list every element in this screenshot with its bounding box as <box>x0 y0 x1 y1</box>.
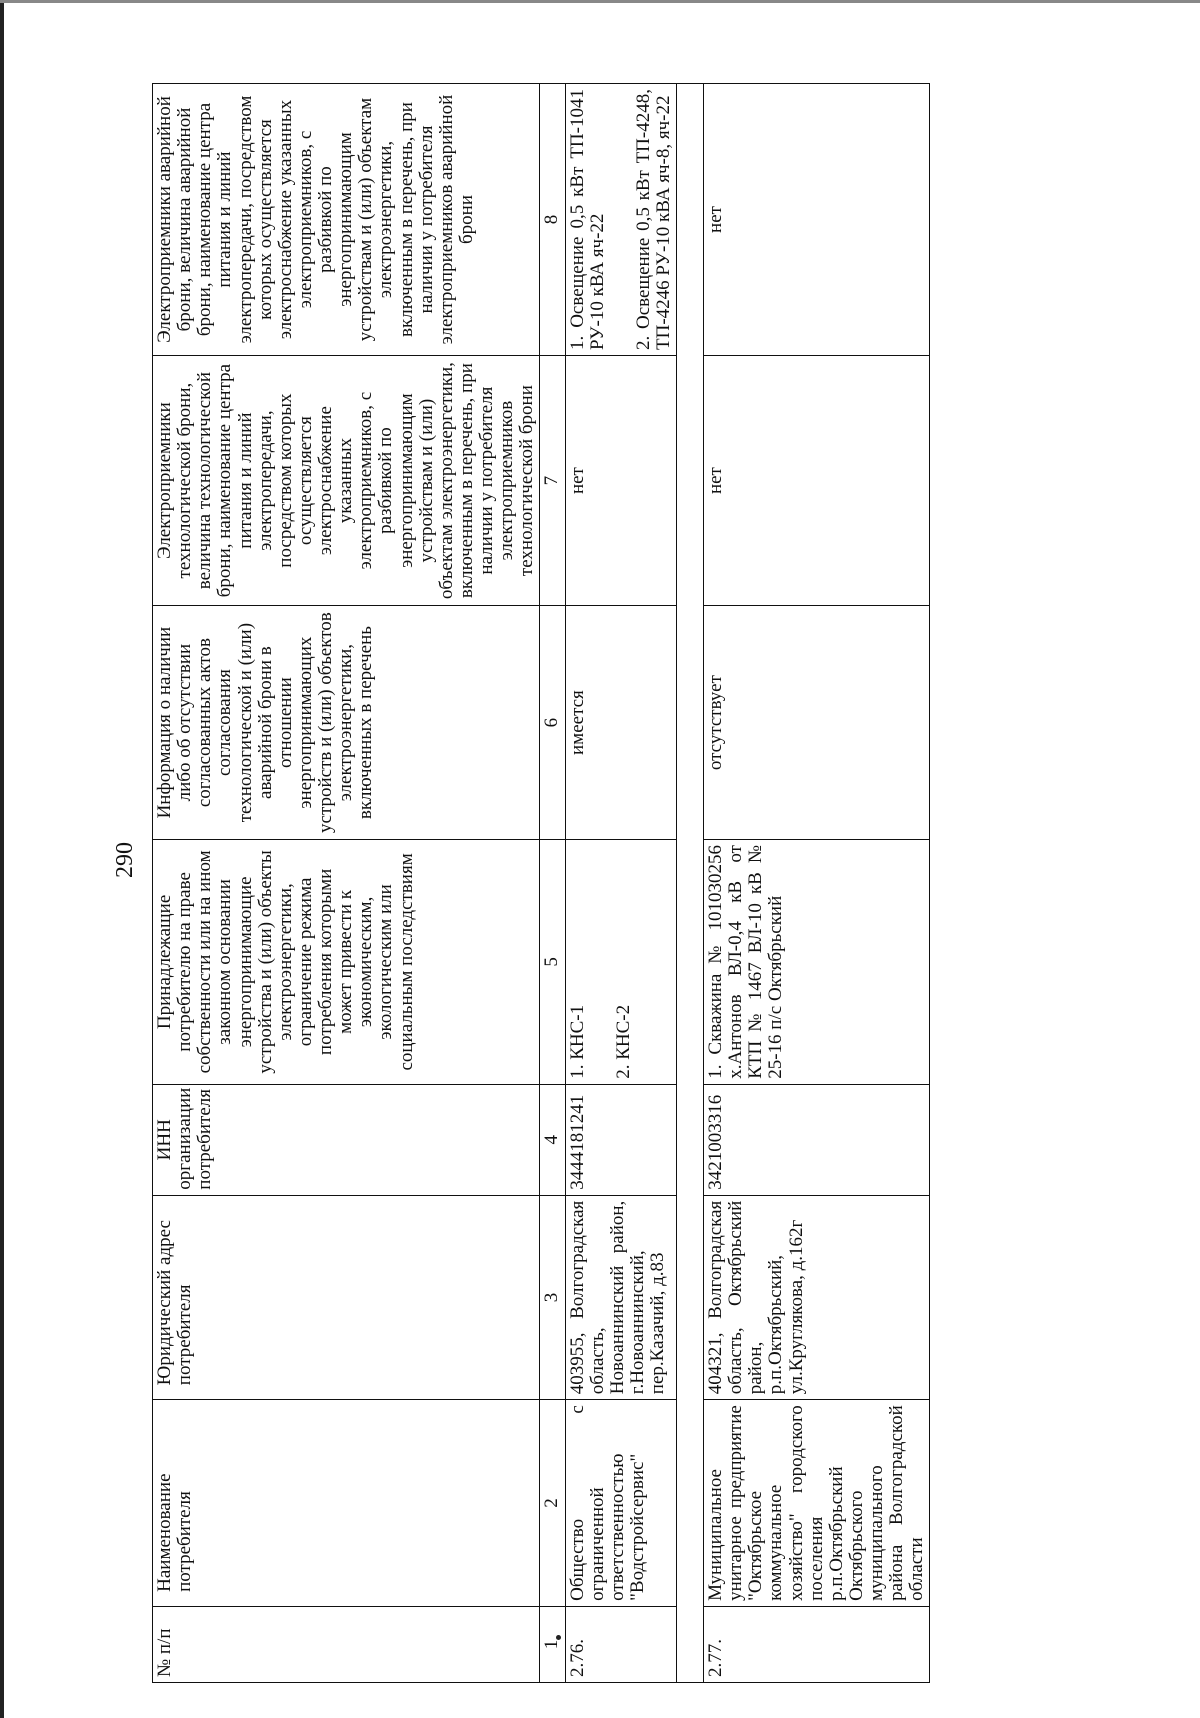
column-number-row <box>540 84 565 1683</box>
col-number: 4 <box>540 1084 565 1195</box>
header-num: № п/п <box>153 1606 540 1682</box>
col-number: 5 <box>540 840 565 1085</box>
col-number: 2 <box>540 1400 565 1607</box>
device-item: 1. Скважина № 101030256 х.Антонов ВЛ-0,4 кВ от КТП № 1467 ВЛ-10 кВ № 25-16 п/с Октябрьский <box>705 845 787 1079</box>
avar-bron-item: 1. Освещение 0,5 кВт ТП-1041 РУ-10 кВА яч-22 <box>566 89 608 350</box>
row-num: 2.77. <box>704 1606 930 1682</box>
consumer-devices <box>704 840 930 1085</box>
header-acts: Информация о наличии либо об отсутствии согласованных актов согласования технологической и (или) аварийной брони в отношении энергопринимающих устройств и (или) объектов электроэнергетики, включенных в перечень <box>153 606 540 840</box>
consumer-name: Общество с ограниченной ответственностью "Водстройсервис" <box>565 1400 677 1607</box>
row-spacer <box>677 84 704 1683</box>
device-item: 1. КНС-1 <box>566 1004 588 1079</box>
header-row <box>153 84 540 1683</box>
col-number: 6 <box>540 606 565 840</box>
consumer-address: 403955, Волгоградская область, Новоаннинский район, г.Новоаннинский, пер.Казачий, д.83 <box>565 1195 677 1399</box>
row-num: 2.76. <box>565 1606 677 1682</box>
header-name: Наименование потребителя <box>153 1400 540 1607</box>
col-number: 1 <box>540 1606 565 1682</box>
col-number: 3 <box>540 1195 565 1399</box>
consumer-address: 404321, Волгоградская область, Октябрьский район, р.п.Октябрьский, ул.Круглякова, д.162г <box>704 1195 930 1399</box>
avar-bron-item: 2. Освещение 0,5 кВт ТП-4248, ТП-4246 РУ-10 кВА яч-8, яч-22 <box>632 89 674 350</box>
header-tech-bron: Электроприемники технологической брони, величина технологической брони, наименование центра питания и линий электропередачи, посредством которых осуществляется электроснабжение указанных электроприемников, с разбивкой по энергопринимающим устройствам и (или) объектам электроэнергетики, включенным в перечень, при наличии у потребителя электроприемников технологической брони <box>153 356 540 606</box>
header-devices: Принадлежащие потребителю на праве собственности или на ином законном основании энергопринимающие устройства и (или) объекты электроэнергетики, ограничение режима потребления которыми может привести к экономическим, экологическим или социальным последствиям <box>153 840 540 1085</box>
consumer-inn: 3444181241 <box>565 1084 677 1195</box>
tech-bron: нет <box>704 356 930 606</box>
avar-bron <box>565 84 677 356</box>
header-address: Юридический адрес потребителя <box>153 1195 540 1399</box>
avar-bron-item: нет <box>705 206 726 233</box>
consumer-name: Муниципальное унитарное предприятие "Октябрьское коммунальное хозяйство" городского поселения р.п.Октябрьский Октябрьского муниципального района Волгоградской области <box>704 1400 930 1607</box>
device-item: 2. КНС-2 <box>612 1004 634 1079</box>
acts-status: отсутствует <box>704 606 930 840</box>
header-avar-bron: Электроприемники аварийной брони, величина аварийной брони, наименование центра питания и линий электропередачи, посредством которых осуществляется электроснабжение указанных электроприемников, с разбивкой по энергопринимающим устройствам и (или) объектам электроэнергетики, включенным в перечень, при наличии у потребителя электроприемников аварийной брони <box>153 84 540 356</box>
avar-bron <box>704 84 930 356</box>
consumer-inn: 3421003316 <box>704 1084 930 1195</box>
header-inn: ИНН организации потребителя <box>153 1084 540 1195</box>
col-number: 7 <box>540 356 565 606</box>
consumer-table <box>152 83 930 1683</box>
tech-bron: нет <box>565 356 677 606</box>
table-row <box>704 84 930 1683</box>
consumer-devices <box>565 840 677 1085</box>
acts-status: имеется <box>565 606 677 840</box>
col-number: 8 <box>540 84 565 356</box>
page-number: 290 <box>112 842 138 878</box>
table-row <box>565 84 677 1683</box>
